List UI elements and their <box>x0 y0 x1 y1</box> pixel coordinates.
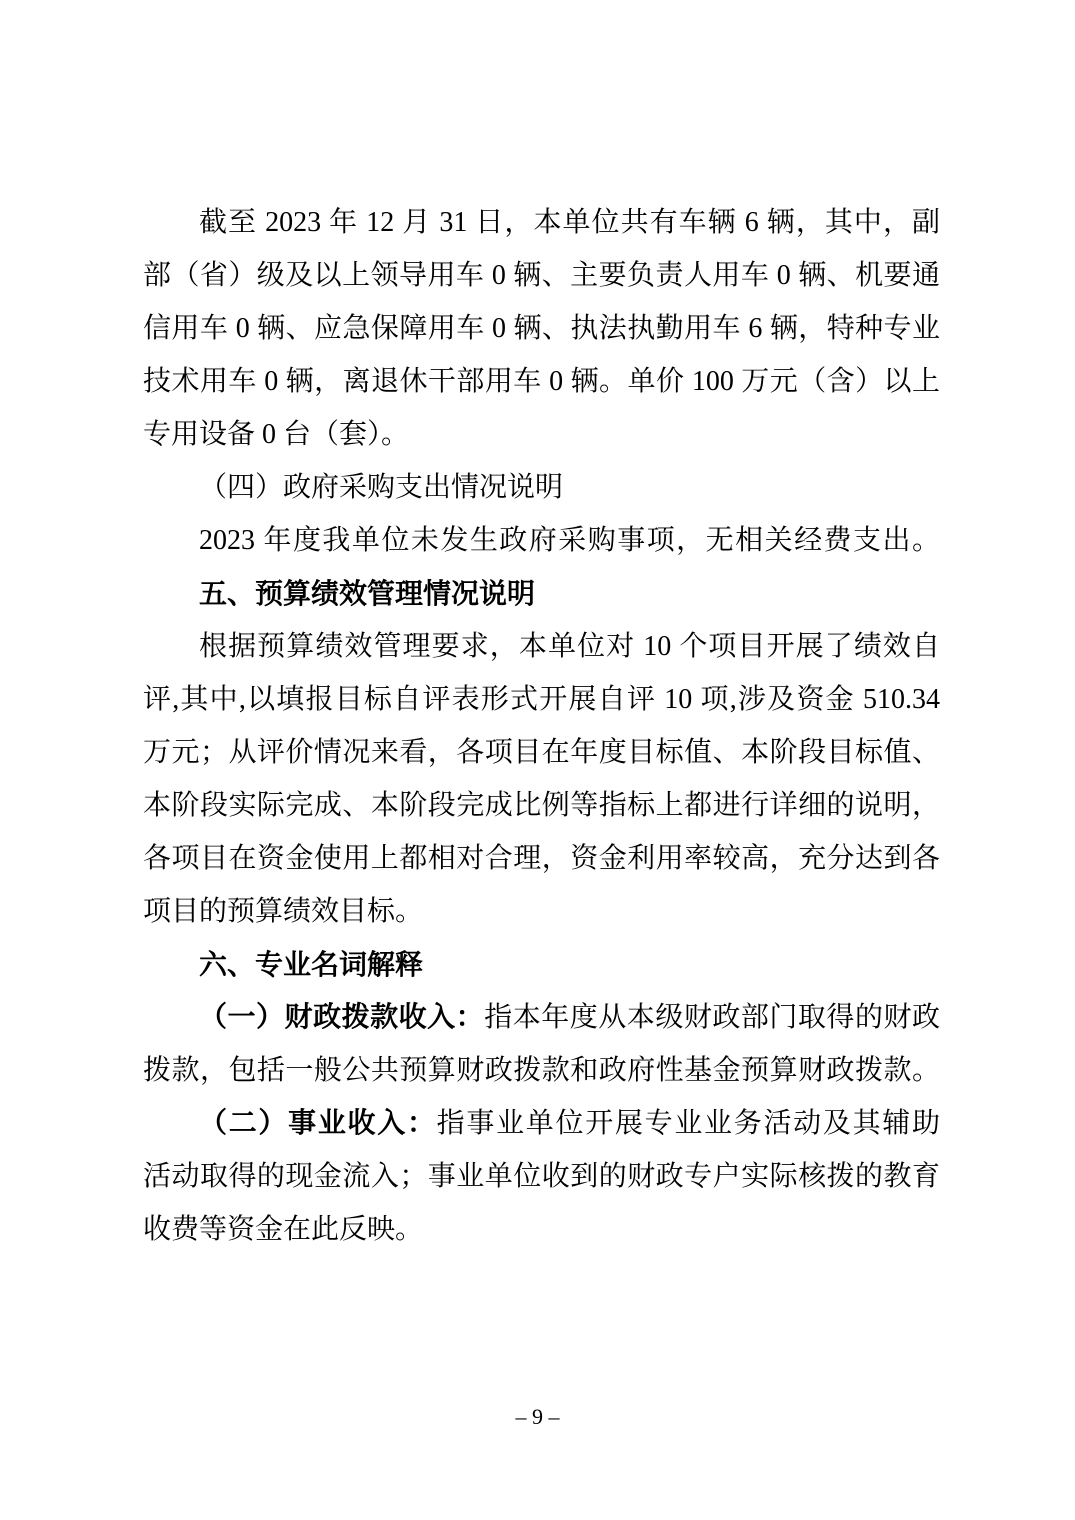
term-definition-line <box>143 991 940 1044</box>
term-definition-line: 拨款，包括一般公共预算财政拨款和政府性基金预算财政拨款。 <box>143 1055 940 1086</box>
term-fiscal-rest: 指本年度从本级财政部门取得的财政 <box>484 1002 940 1033</box>
term-business-rest: 指事业单位开展专业业务活动及其辅助 <box>436 1108 940 1139</box>
body-text-line: 评,其中,以填报目标自评表形式开展自评 10 项,涉及资金 510.34 <box>143 684 940 715</box>
term-definition-line: 活动取得的现金流入；事业单位收到的财政专户实际核拨的教育 <box>143 1161 940 1192</box>
term-fiscal-lead: （一）财政拨款收入： <box>199 1002 485 1033</box>
subsection-heading-procurement: （四）政府采购支出情况说明 <box>199 472 564 503</box>
body-text-line: 根据预算绩效管理要求，本单位对 10 个项目开展了绩效自 <box>199 631 940 662</box>
page-number: – 9 – <box>515 1404 560 1429</box>
body-text-line: 项目的预算绩效目标。 <box>143 896 424 927</box>
body-text-line: 本阶段实际完成、本阶段完成比例等指标上都进行详细的说明， <box>143 790 940 821</box>
section-heading-terms: 六、专业名词解释 <box>199 949 424 980</box>
body-text-line: 各项目在资金使用上都相对合理，资金利用率较高，充分达到各 <box>143 843 940 874</box>
term-business-lead: （二）事业收入： <box>199 1108 437 1139</box>
body-text-line: 2023 年度我单位未发生政府采购事项，无相关经费支出。 <box>199 525 940 556</box>
body-text-line: 截至 2023 年 12 月 31 日，本单位共有车辆 6 辆，其中，副 <box>199 207 940 238</box>
body-text-line: 万元；从评价情况来看，各项目在年度目标值、本阶段目标值、 <box>143 737 940 768</box>
body-text-line: 技术用车 0 辆，离退休干部用车 0 辆。单价 100 万元（含）以上 <box>143 366 940 397</box>
section-heading-budget-performance: 五、预算绩效管理情况说明 <box>199 578 536 609</box>
body-text-line: 信用车 0 辆、应急保障用车 0 辆、执法执勤用车 6 辆，特种专业 <box>143 313 940 344</box>
term-definition-line: 收费等资金在此反映。 <box>143 1214 424 1245</box>
body-text-line: 专用设备 0 台（套）。 <box>143 419 410 450</box>
body-text-line: 部（省）级及以上领导用车 0 辆、主要负责人用车 0 辆、机要通 <box>143 260 940 291</box>
term-definition-line <box>143 1097 940 1150</box>
document-body <box>143 196 940 1256</box>
